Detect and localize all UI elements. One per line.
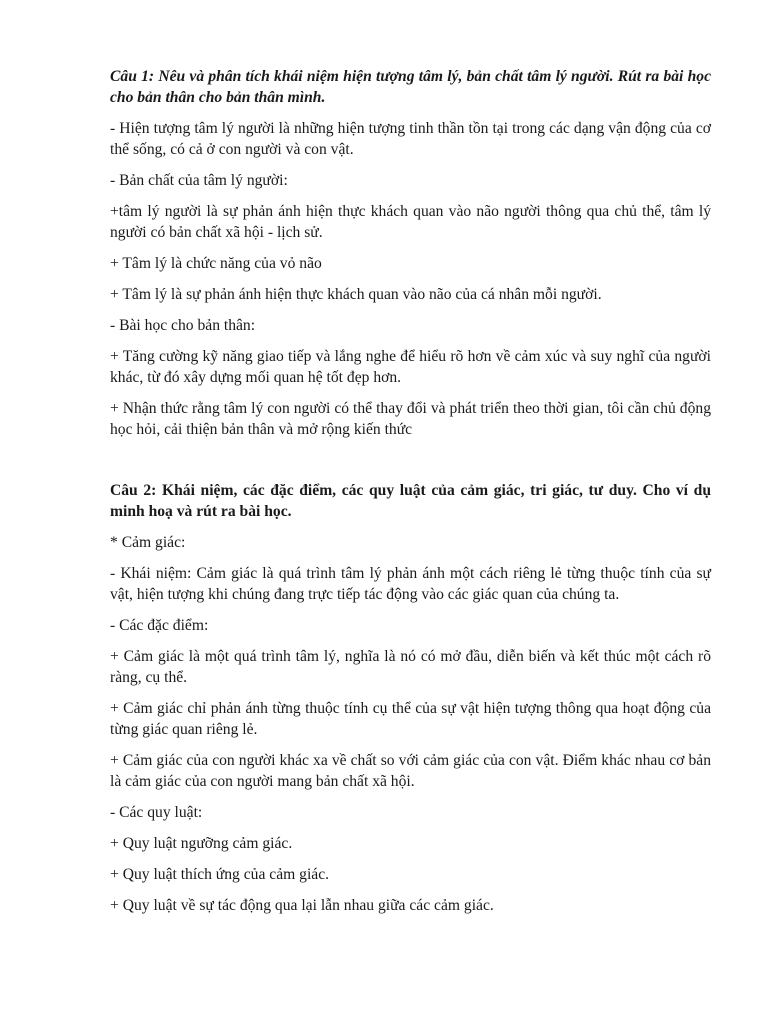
q2-paragraph-5: + Cảm giác chỉ phản ánh từng thuộc tính cụ thể của sự vật hiện tượng thông qua hoạt động của từng giác quan riêng lẻ. [110,700,711,738]
q1-paragraph-6: - Bài học cho bản thân: [110,317,256,334]
q2-paragraph-10: + Quy luật về sự tác động qua lại lẫn nhau giữa các cảm giác. [110,897,494,914]
q1-paragraph-1: - Hiện tượng tâm lý người là những hiện tượng tinh thần tồn tại trong các dạng vận động của cơ thể sống, có cả ở con người và con vật. [110,120,711,158]
q2-paragraph-4: + Cảm giác là một quá trình tâm lý, nghĩa là nó có mở đầu, diễn biến và kết thúc một cách rõ ràng, cụ thể. [110,648,711,686]
q1-paragraph-4: + Tâm lý là chức năng của vỏ não [110,255,322,272]
q1-paragraph-5: + Tâm lý là sự phản ánh hiện thực khách quan vào não của cá nhân mỗi người. [110,286,602,303]
q1-paragraph-8: + Nhận thức rằng tâm lý con người có thể thay đổi và phát triển theo thời gian, tôi cần chủ động học hỏi, cải thiện bản thân và mở rộng kiến thức [110,400,711,438]
q2-paragraph-9: + Quy luật thích ứng của cảm giác. [110,866,330,883]
q2-paragraph-8: + Quy luật ngưỡng cảm giác. [110,835,293,852]
q1-paragraph-3: +tâm lý người là sự phản ánh hiện thực khách quan vào não người thông qua chủ thể, tâm lý người có bản chất xã hội - lịch sử. [110,203,711,241]
q1-paragraph-2: - Bản chất của tâm lý người: [110,172,288,189]
q2-paragraph-2: - Khái niệm: Cảm giác là quá trình tâm lý phản ánh một cách riêng lẻ từng thuộc tính của sự vật, hiện tượng khi chúng đang trực tiếp tác động vào các giác quan của chúng ta. [110,565,711,603]
q2-paragraph-7: - Các quy luật: [110,804,203,821]
question-2-title: Câu 2: Khái niệm, các đặc điểm, các quy luật của cảm giác, tri giác, tư duy. Cho ví dụ minh hoạ và rút ra bài học. [110,482,711,520]
q1-paragraph-7: + Tăng cường kỹ năng giao tiếp và lắng nghe để hiểu rõ hơn về cảm xúc và suy nghĩ của người khác, từ đó xây dựng mối quan hệ tốt đẹp hơn. [110,348,711,386]
question-1-title: Câu 1: Nêu và phân tích khái niệm hiện tượng tâm lý, bản chất tâm lý người. Rút ra bài học cho bản thân cho bản thân mình. [110,68,711,106]
q2-paragraph-1: * Cảm giác: [110,534,186,551]
q2-paragraph-3: - Các đặc điểm: [110,617,209,634]
section-gap [110,450,711,480]
q2-paragraph-6: + Cảm giác của con người khác xa về chất so với cảm giác của con vật. Điểm khác nhau cơ bản là cảm giác của con người mang bản chất xã hội. [110,752,711,790]
